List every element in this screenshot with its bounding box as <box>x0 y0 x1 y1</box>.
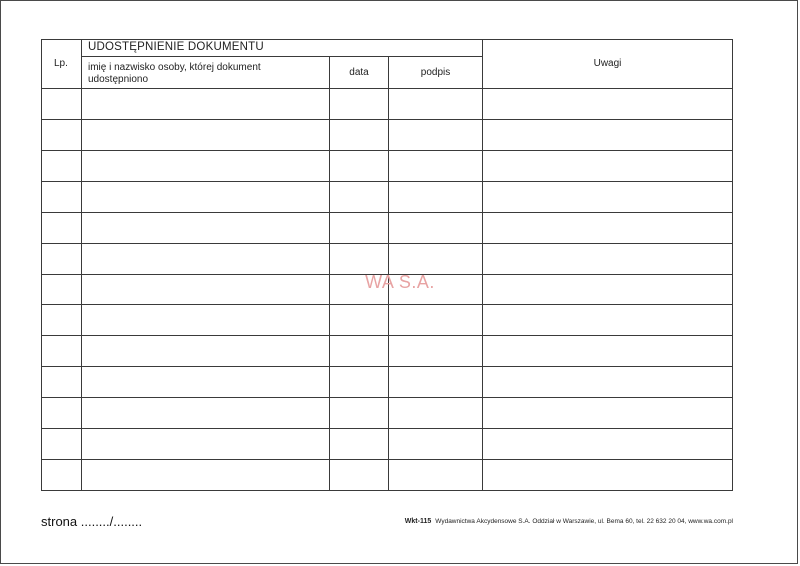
publisher-address: Wydawnictwa Akcydensowe S.A. Oddział w Warszawie, ul. Bema 60, tel. 22 632 20 04, www.wa.com.pl <box>435 518 733 525</box>
header-bottom-line <box>42 88 732 89</box>
publisher-info <box>405 518 733 525</box>
col-divider-lp <box>81 40 82 490</box>
table-row-line <box>42 459 732 460</box>
table-row-line <box>42 366 732 367</box>
watermark-text: WA S.A. <box>365 272 435 292</box>
page-number-field: strona ......../........ <box>41 514 143 529</box>
table-row-line <box>42 335 732 336</box>
header-signature-column: podpis <box>420 67 451 78</box>
header-group-title: UDOSTĘPNIENIE DOKUMENTU <box>88 41 264 53</box>
header-lp: Lp. <box>54 58 68 69</box>
document-access-table <box>41 39 733 491</box>
table-row-line <box>42 212 732 213</box>
table-row-line <box>42 428 732 429</box>
header-date-column: data <box>349 67 369 78</box>
header-name-column: imię i nazwisko osoby, której dokument udostępniono <box>88 62 261 85</box>
table-row-line <box>42 119 732 120</box>
table-row-line <box>42 397 732 398</box>
table-row-line <box>42 150 732 151</box>
table-row-line <box>42 243 732 244</box>
group-title-underline <box>82 56 482 57</box>
form-code: Wkt-115 <box>404 518 432 525</box>
col-divider-signature <box>482 40 483 490</box>
table-row-line <box>42 304 732 305</box>
table-row-line <box>42 181 732 182</box>
header-remarks-column: Uwagi <box>593 58 622 69</box>
